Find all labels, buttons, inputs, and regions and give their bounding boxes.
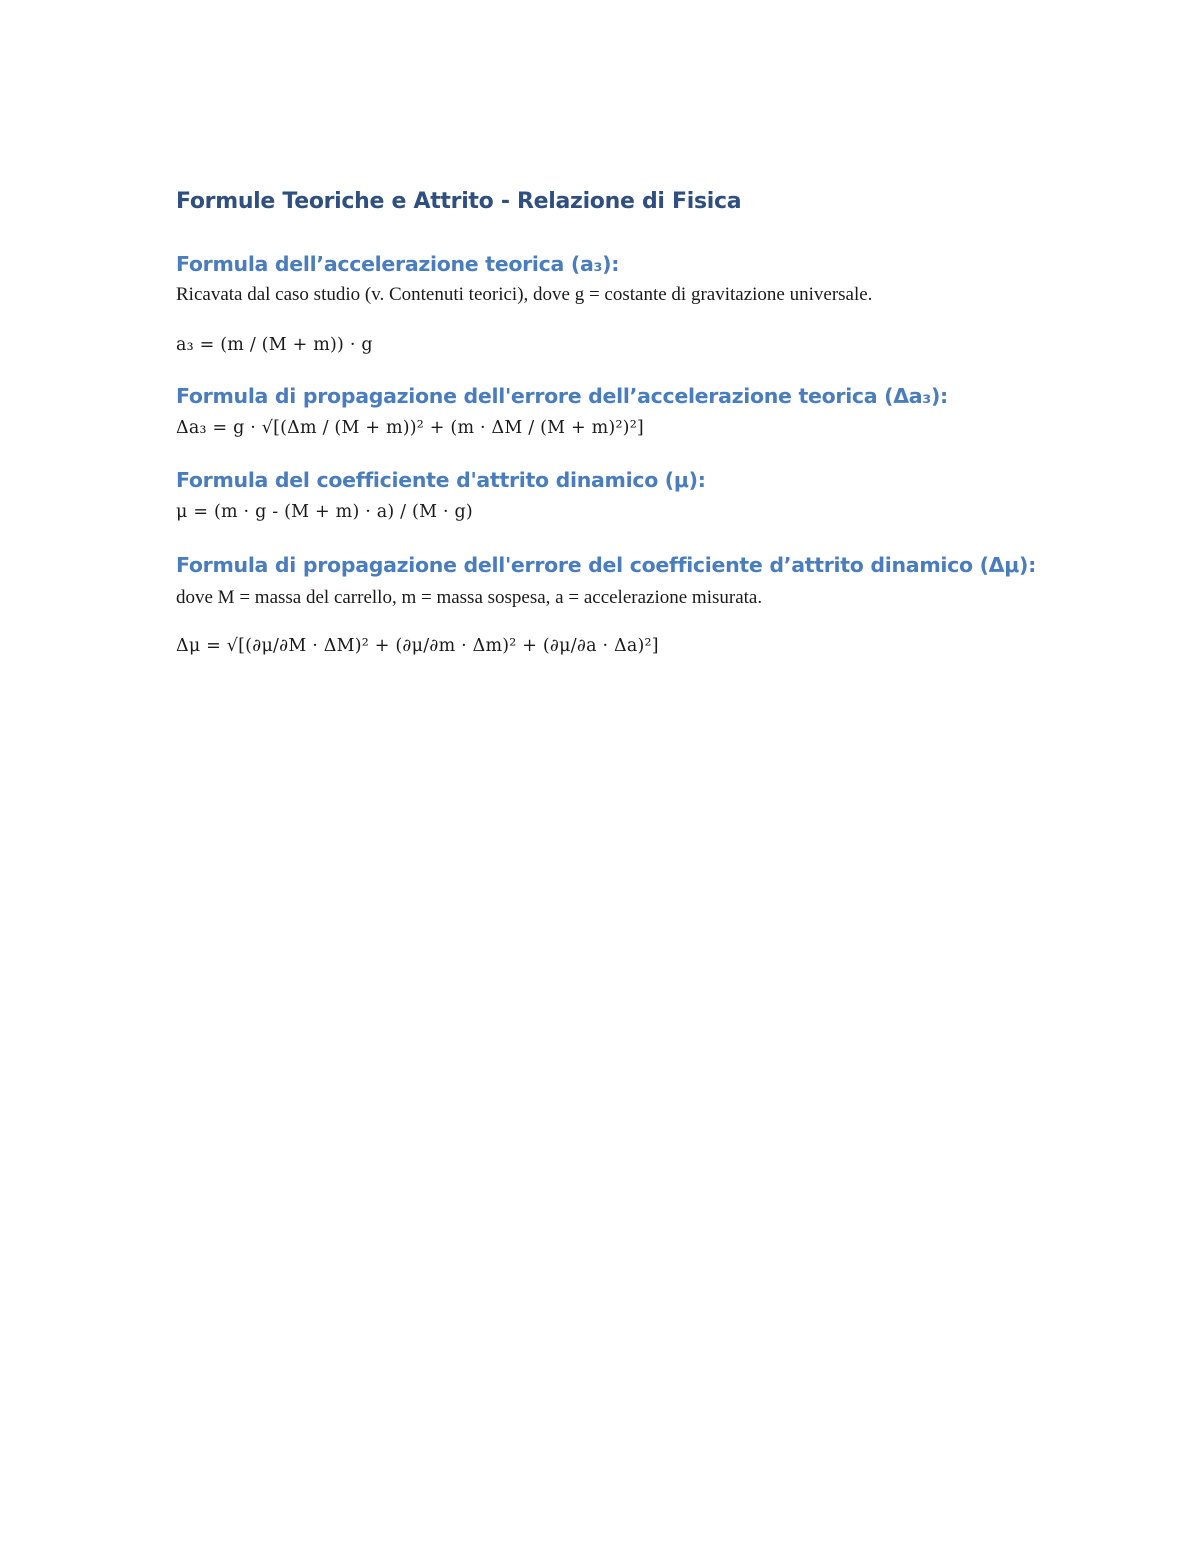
section-heading-theoretical-acceleration: Formula dell’accelerazione teorica (a₃): [176,252,620,276]
section-description-theoretical-acceleration: Ricavata dal caso studio (v. Contenuti teorici), dove g = costante di gravitazione universale. [176,284,873,305]
section-heading-friction-error: Formula di propagazione dell'errore del coefficiente d’attrito dinamico (Δμ): [176,553,1036,577]
section-heading-friction-coefficient: Formula del coefficiente d'attrito dinamico (μ): [176,468,706,492]
section-heading-acceleration-error: Formula di propagazione dell'errore dell’accelerazione teorica (Δa₃): [176,384,948,408]
formula-friction-error: Δμ = √[(∂μ/∂M · ΔM)² + (∂μ/∂m · Δm)² + (∂μ/∂a · Δa)²] [176,636,659,656]
formula-theoretical-acceleration: a₃ = (m / (M + m)) · g [176,335,373,355]
document-title: Formule Teoriche e Attrito - Relazione di Fisica [176,189,742,214]
formula-acceleration-error: Δa₃ = g · √[(Δm / (M + m))² + (m · ΔM / (M + m)²)²] [176,418,644,438]
formula-friction-coefficient: μ = (m · g - (M + m) · a) / (M · g) [176,502,473,522]
section-description-friction-error: dove M = massa del carrello, m = massa sospesa, a = accelerazione misurata. [176,587,763,608]
